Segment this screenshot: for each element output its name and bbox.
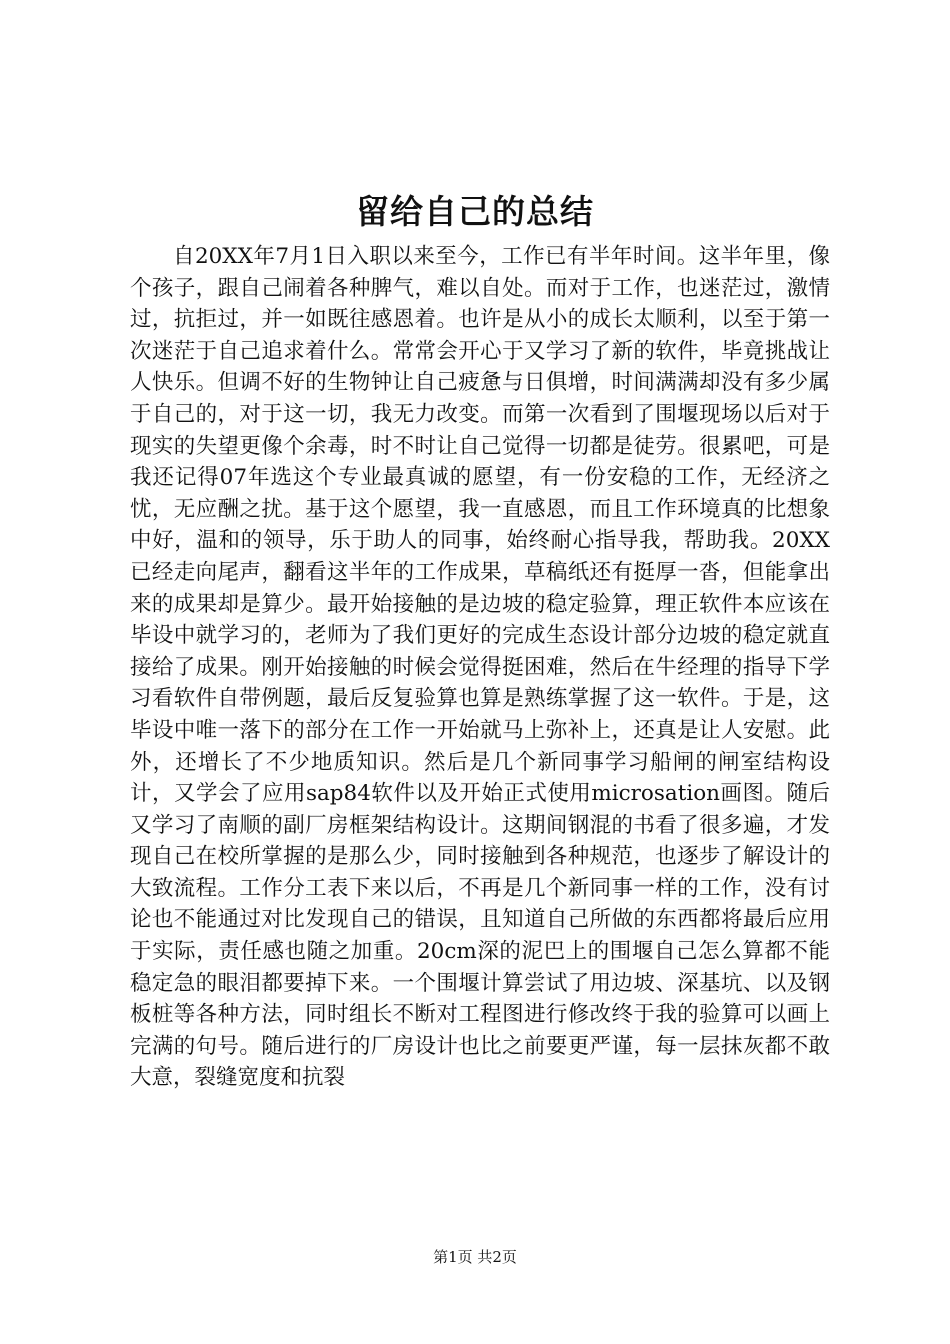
document-title: 留给自己的总结 [356,192,594,231]
document-body-paragraph: 自20XX年7月1日入职以来至今，工作已有半年时间。这半年里，像个孩子，跟自己闹着各种脾气，难以自处。而对于工作，也迷茫过，激情过，抗拒过，并一如既往感恩着。也许是从小的成长太顺利，以至于第一次迷茫于自己追求着什么。常常会开心于又学习了新的软件，毕竟挑战让人快乐。但调不好的生物钟让自己疲惫与日俱增，时间满满却没有多少属于自己的，对于这一切，我无力改变。而第一次看到了围堰现场以后对于现实的失望更像个余毒，时不时让自己觉得一切都是徒劳。很累吧，可是我还记得07年选这个专业最真诚的愿望，有一份安稳的工作，无经济之忧，无应酬之扰。基于这个愿望，我一直感恩，而且工作环境真的比想象中好，温和的领导，乐于助人的同事，始终耐心指导我，帮助我。20XX已经走向尾声，翻看这半年的工作成果，草稿纸还有挺厚一沓，但能拿出来的成果却是算少。最开始接触的是边坡的稳定验算，理正软件本应该在毕设中就学习的，老师为了我们更好的完成生态设计部分边坡的稳定就直接给了成果。刚开始接触的时候会觉得挺困难，然后在牛经理的指导下学习看软件自带例题，最后反复验算也算是熟练掌握了这一软件。于是，这毕设中唯一落下的部分在工作一开始就马上弥补上，还真是让人安慰。此外，还增长了不少地质知识。然后是几个新同事学习船闸的闸室结构设计，又学会了应用sap84软件以及开始正式使用microsation画图。随后又学习了南顺的副厂房框架结构设计。这期间钢混的书看了很多遍，才发现自己在校所掌握的是那么少，同时接触到各种规范，也逐步了解设计的大致流程。工作分工表下来以后，不再是几个新同事一样的工作，没有讨论也不能通过对比发现自己的错误，且知道自己所做的东西都将最后应用于实际，责任感也随之加重。20cm深的泥巴上的围堰自己怎么算都不能稳定急的眼泪都要掉下来。一个围堰计算尝试了用边坡、深基坑、以及钢板桩等各种方法，同时组长不断对工程图进行修改终于我的验算可以画上完满的句号。随后进行的厂房设计也比之前要更严谨，每一层抹灰都不敢大意，裂缝宽度和抗裂 [130,244,830,1091]
page-footer: 第1页 共2页 [433,1248,517,1266]
